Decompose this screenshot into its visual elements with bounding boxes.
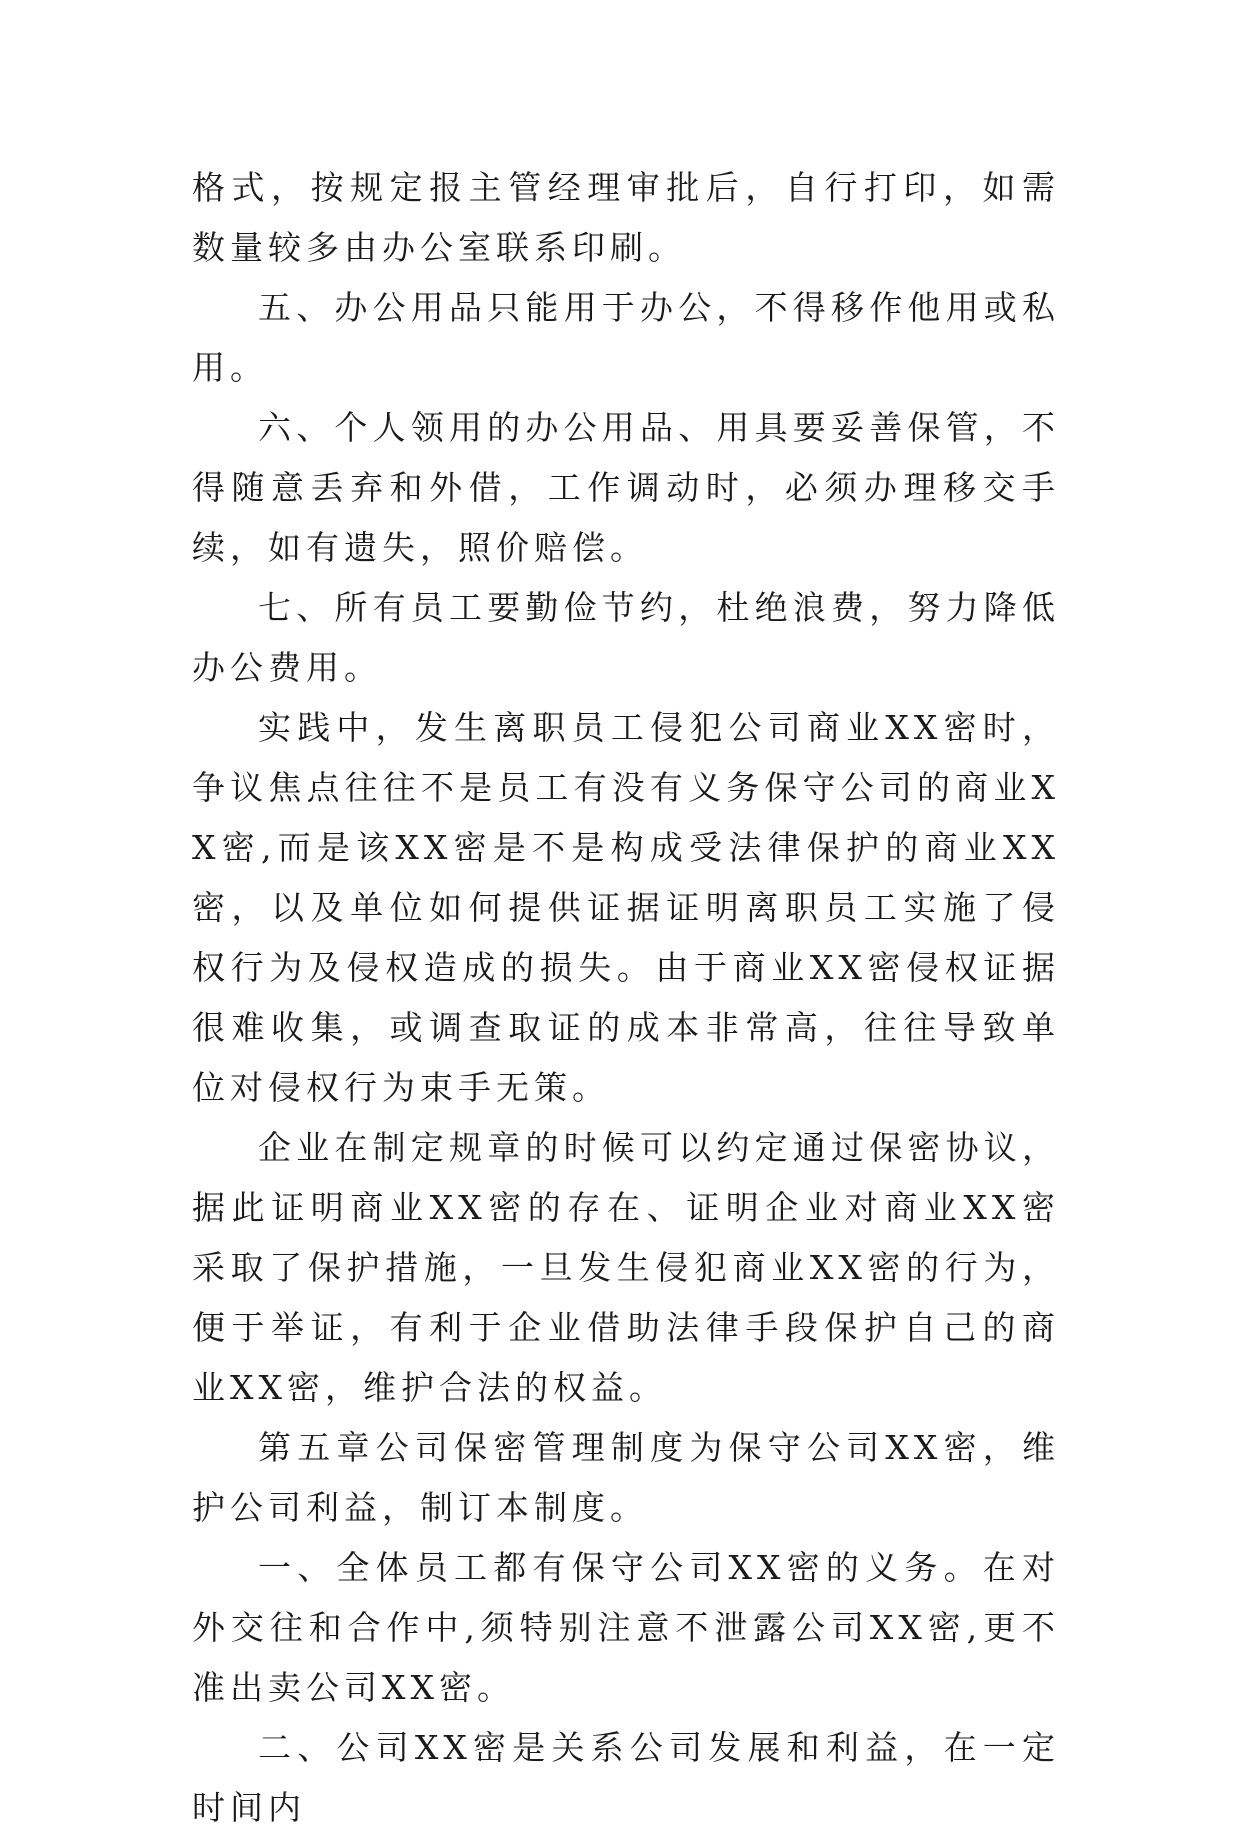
paragraph-item-seven: 七、所有员工要勤俭节约，杜绝浪费，努力降低办公费用。 <box>192 588 1060 687</box>
paragraph-item-five: 五、办公用品只能用于办公，不得移作他用或私用。 <box>192 288 1060 387</box>
document-body <box>192 158 1060 1838</box>
paragraph-confidential-one: 一、全体员工都有保守公司XX密的义务。在对外交往和合作中,须特别注意不泄露公司XX密,更不准出卖公司XX密。 <box>192 1548 1060 1707</box>
paragraph-practice: 实践中，发生离职员工侵犯公司商业XX密时，争议焦点往往不是员工有没有义务保守公司的商业XX密,而是该XX密是不是构成受法律保护的商业XX密，以及单位如何提供证据证明离职员工实施了侵权行为及侵权造成的损失。由于商业XX密侵权证据很难收集，或调查取证的成本非常高，往往导致单位对侵权行为束手无策。 <box>192 708 1060 1107</box>
paragraph-confidential-two: 二、公司XX密是关系公司发展和利益，在一定时间内 <box>192 1728 1060 1827</box>
paragraph-format-continuation: 格式，按规定报主管经理审批后，自行打印，如需数量较多由办公室联系印刷。 <box>192 168 1060 267</box>
paragraph-item-six: 六、个人领用的办公用品、用具要妥善保管，不得随意丢弃和外借，工作调动时，必须办理移交手续，如有遗失，照价赔偿。 <box>192 408 1060 567</box>
paragraph-chapter-five: 第五章公司保密管理制度为保守公司XX密，维护公司利益，制订本制度。 <box>192 1428 1060 1527</box>
paragraph-enterprise-rules: 企业在制定规章的时候可以约定通过保密协议，据此证明商业XX密的存在、证明企业对商业XX密采取了保护措施，一旦发生侵犯商业XX密的行为，便于举证，有利于企业借助法律手段保护自己的商业XX密，维护合法的权益。 <box>192 1128 1060 1407</box>
